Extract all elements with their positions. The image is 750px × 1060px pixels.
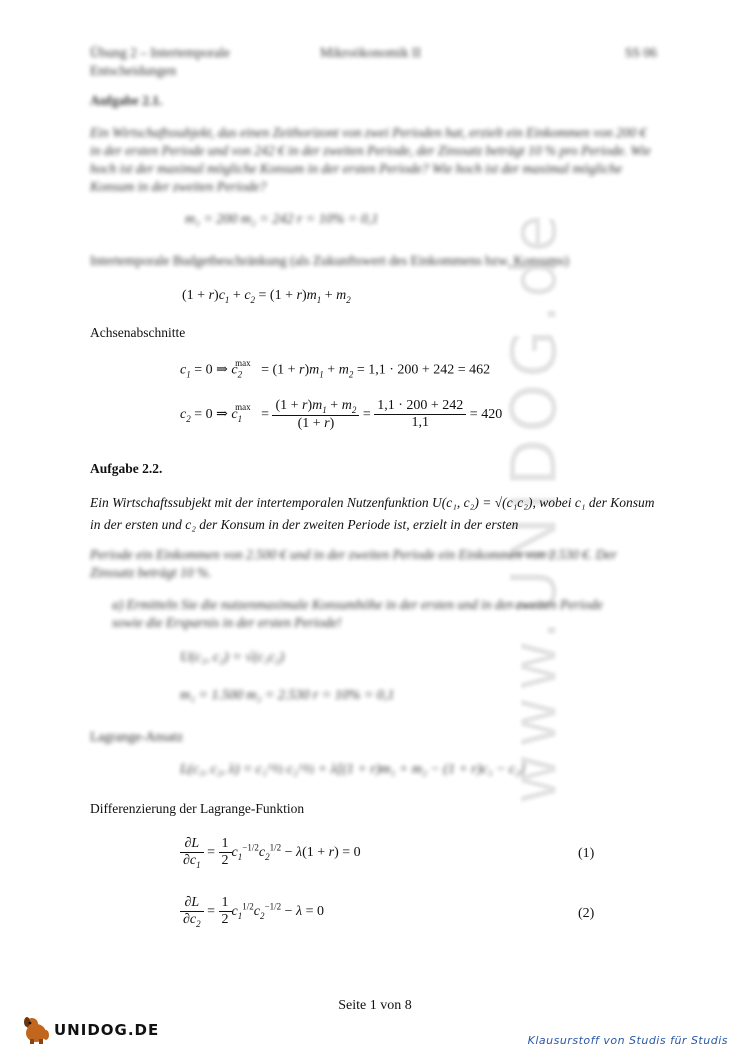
budget-equation: $(1 + r)c_1 + c_2 = (1 + r)m_1 + m_2$ bbox=[182, 288, 351, 305]
axis-intercepts-label: Achsenabschnitte bbox=[90, 325, 186, 340]
diff-label: Differenzierung der Lagrange-Funktion bbox=[90, 801, 305, 816]
task2-text-visible: Ein Wirtschaftssubjekt mit der intertemporalen Nutzenfunktion U(c₁, c₂) = √(c₁c₂), wobei c₁ der Konsum in der ersten und c₂ der Konsum in der zweiten Periode ist, erzielt in der ersten bbox=[90, 495, 655, 532]
derivative-equation-2: $\frac{\partial L}{\partial c_2}$ = $\frac{1}{2}$ $c_1^{1/2}c_2^{-1/2} - \lambda = 0$ bbox=[180, 895, 324, 929]
dog-icon bbox=[20, 1015, 52, 1045]
header-left: Übung 2 – Intertemporale Entscheidungen bbox=[90, 45, 230, 78]
header-center: Mikroökonomik II bbox=[320, 45, 421, 60]
intercept-equation-c2: $c_1 = 0$ ⇒ $c_2^{max} = (1 + r)m_1 + m_2 = 1,1 \cdot 200 + 242 = 462$ bbox=[180, 358, 491, 380]
watermark-text: www.UNIDOG.de bbox=[497, 208, 571, 805]
brand-logo bbox=[20, 1015, 159, 1045]
lagrange-label: Lagrange-Ansatz bbox=[90, 729, 183, 744]
task2-text-blurred: Periode ein Einkommen von 2.500 € und in der zweiten Periode ein Einkommen von 2.530 €. Der Zinssatz beträgt 10 %. bbox=[90, 547, 617, 580]
task1-budget-label: Intertemporale Budgetbeschränkung (als Zukunftswert des Einkommens bzw. Konsums) bbox=[90, 253, 570, 268]
task1-title: Aufgabe 2.1. bbox=[90, 93, 163, 108]
lagrange-equation: L(c₁, c₂, λ) = c₁^½ c₂^½ + λ[(1 + r)m₁ + m₂ − (1 + r)c₁ − c₂] bbox=[180, 762, 526, 777]
task2-given: m₁ = 1.500 m₂ = 2.530 r = 10% = 0,1 bbox=[180, 688, 395, 703]
equation-number-1: (1) bbox=[578, 846, 595, 861]
task1-text: Ein Wirtschaftssubjekt, das einen Zeithorizont von zwei Perioden hat, erzielt ein Einkommen von 200 € in der ersten Periode und von 242 € in der zweiten Periode, der Zinssatz beträgt 10 % pro Periode. Wie hoch ist der maximal mögliche Konsum in der ersten Periode? Wie hoch ist der maximal mögliche Konsum in der zweiten Periode? bbox=[90, 125, 651, 194]
brand-text: UNIDOG.DE bbox=[54, 1021, 160, 1039]
intercept-equation-c1: $c_2 = 0$ ⇒ $c_1^{max}$ = $\frac{(1 + r)m_1 + m_2}{(1 + r)}$ = $\frac{1,1 \cdot 200 + 242}{1,1}$ = 420 bbox=[180, 398, 503, 431]
task1-given: m₁ = 200 m₂ = 242 r = 10% = 0,1 bbox=[185, 212, 379, 227]
equation-number-2: (2) bbox=[578, 906, 595, 921]
intercept-c2-result: 462 bbox=[469, 362, 491, 378]
header-right: SS 06 bbox=[625, 45, 657, 60]
task2-title: Aufgabe 2.2. bbox=[90, 461, 163, 476]
task2-utility: U(c₁, c₂) = √(c₁c₂) bbox=[180, 650, 285, 665]
task2-sub-a: a) Ermitteln Sie die nutzenmaximale Konsumhöhe in der ersten und in der zweiten Periode sowie die Ersparnis in der ersten Periode! bbox=[112, 597, 603, 630]
intercept-c1-result: 420 bbox=[481, 407, 503, 423]
footer-slogan: Klausurstoff von Studis für Studis bbox=[527, 1034, 728, 1047]
page-number: Seite 1 von 8 bbox=[338, 998, 412, 1013]
derivative-equation-1: $\frac{\partial L}{\partial c_1}$ = $\frac{1}{2}$ $c_1^{-1/2}c_2^{1/2} - \lambda(1 + r) = 0$ bbox=[180, 836, 361, 870]
